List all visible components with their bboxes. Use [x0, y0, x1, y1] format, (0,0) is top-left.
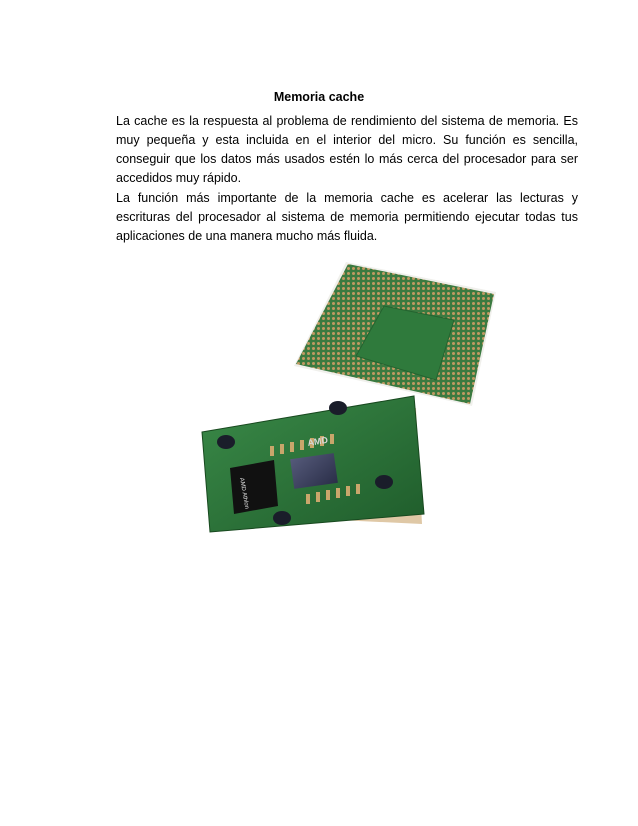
- amd-logo: AMD: [306, 434, 329, 448]
- cpu-label: AMD Athlon: [238, 477, 250, 510]
- processor-photo: [196, 256, 500, 536]
- page-title: Memoria cache: [273, 90, 365, 104]
- paragraph-function: La función más importante de la memoria cache es acelerar las lecturas y escrituras del procesador al sistema de memoria permitiendo ejecutar todas tus aplicaciones de una manera mucho más fluida.: [116, 191, 578, 243]
- cpu-pin-side: [294, 262, 496, 406]
- cpu-top-side: [202, 396, 424, 532]
- paragraph-intro: La cache es la respuesta al problema de rendimiento del sistema de memoria. Es muy pequeña y esta incluida en el interior del micro. Su función es sencilla, conseguir que los datos más usados estén lo más cerca del procesador para ser accedidos muy rápido.: [116, 114, 578, 185]
